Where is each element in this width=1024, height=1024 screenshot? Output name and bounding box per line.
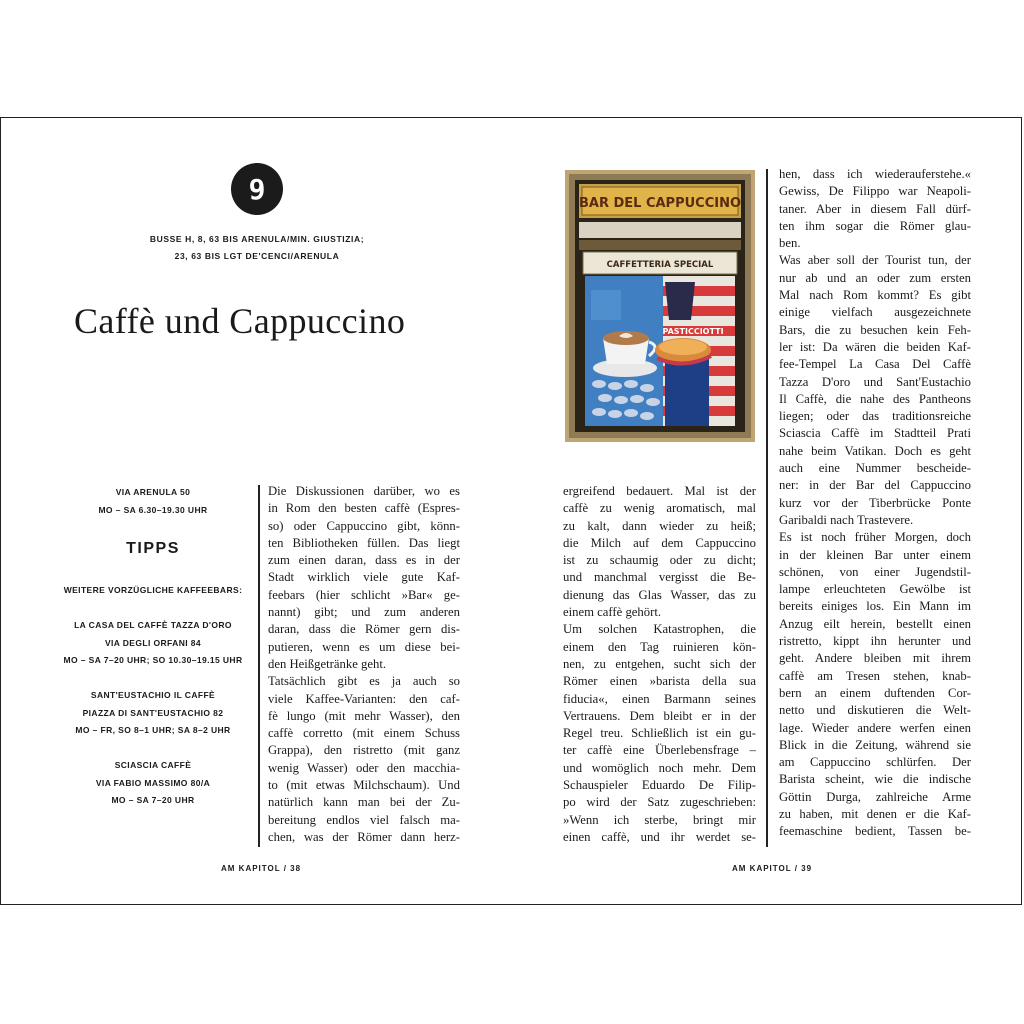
text-line: bern an einem duftenden Cor-: [779, 685, 971, 700]
text-line: und manchmal vergisst die Be-: [563, 570, 756, 585]
text-line: ristretto, kippt ihn herunter und: [779, 634, 971, 649]
text-line: netto und diskutieren die Welt-: [779, 703, 971, 718]
tip-address: VIA DEGLI ORFANI 84: [104, 637, 202, 648]
text-line: so) oder Cappuccino gibt, könn-: [268, 518, 460, 533]
text-line: nahe beim Vatikan. Doch es geht: [779, 443, 971, 458]
text-line: Il Caffè, die nahe des Pantheons: [779, 391, 971, 406]
text-line: lage. Wieder andere werfen einen: [779, 720, 971, 735]
text-line: Tatsächlich gibt es ja auch so: [268, 674, 460, 689]
text-line: ten Bibliotheken füllen. Das liegt: [268, 535, 460, 550]
text-line: schönen, von einer Jugendstil-: [779, 564, 971, 579]
text-line: einem den Tag ruinieren kön-: [563, 639, 756, 654]
sub-sign-text: CAFFETTERIA SPECIAL: [606, 260, 714, 270]
text-line: kurz vor der Tiberbrücke Ponte: [779, 495, 971, 510]
page-footer-right: AM KAPITOL / 39: [732, 864, 813, 873]
text-line: fè lungo (mit mehr Wasser), den: [268, 708, 460, 723]
text-line: caffè corretto (mit einem Schuss: [268, 726, 460, 741]
bus-line: BUSSE H, 8, 63 BIS ARENULA/MIN. GIUSTIZIA;: [149, 234, 365, 244]
text-line: ergreifend bedauert. Mal ist der: [563, 484, 756, 498]
tip-address: PIAZZA DI SANT'EUSTACHIO 82: [82, 707, 224, 718]
text-line: zum einen daran, dass es in der: [268, 553, 460, 568]
text-line: caffè am Tresen stehen, knab-: [779, 668, 971, 683]
text-line: den Heißgetränke geht.: [268, 656, 387, 671]
text-line: fee-Tempel La Casa Del Caffè: [779, 357, 971, 372]
text-line: Es ist noch früher Morgen, doch: [779, 530, 971, 545]
text-line: fiducia«, einen Barmann seines: [563, 691, 756, 706]
tip-hours: MO – FR, SO 8–1 UHR; SA 8–2 UHR: [75, 725, 231, 735]
text-column-1: [268, 483, 460, 846]
text-line: einem caffè gehört.: [563, 605, 662, 620]
text-line: Anzug eilt herein, bestellt einen: [779, 616, 971, 631]
text-line: bereitung endlos viel falsch ma-: [268, 812, 460, 827]
text-line: feemaschine bedient, Tassen be-: [779, 824, 971, 839]
text-line: daran, dass die Römer gern dis-: [268, 622, 460, 637]
text-line: zu haben, mit denen er die Kaf-: [779, 806, 971, 821]
text-line: Römer einen »barista della sua: [563, 674, 756, 689]
text-line: natürlich kann man bei der Zu-: [268, 795, 460, 810]
sign-text: BAR DEL CAPPUCCINO: [578, 196, 742, 211]
text-line: hen, dass ich wiederauferstehe.«: [779, 167, 971, 181]
text-line: Bars, die zu besuchen kein Feh-: [779, 322, 971, 337]
venue-address: VIA ARENULA 50: [115, 487, 191, 497]
text-line: to (mit etwas Milchschaum). Und: [268, 778, 460, 793]
column-rule: [766, 169, 768, 847]
text-line: putieren, wenn es um diese bei-: [268, 639, 460, 654]
text-line: ter caffè eine Überlebensfrage –: [563, 743, 756, 758]
tip-name: SANT'EUSTACHIO IL CAFFÈ: [90, 690, 216, 700]
text-line: viele Kaffee-Varianten: den caf-: [268, 691, 460, 706]
tips-intro: WEITERE VORZÜGLICHE KAFFEEBARS:: [63, 585, 243, 595]
text-line: Garibaldi nach Trastevere.: [779, 512, 914, 527]
text-line: Göttin Durga, zahlreiche Arme: [779, 789, 971, 804]
venue-hours: MO – SA 6.30–19.30 UHR: [98, 504, 208, 515]
chapter-number-badge: [231, 163, 283, 215]
tip-name: SCIASCIA CAFFÈ: [114, 760, 192, 770]
poster-text: PASTICCIOTTI: [662, 327, 724, 336]
text-line: Um solchen Katastrophen, die: [563, 622, 756, 637]
tip-name: LA CASA DEL CAFFÈ TAZZA D'ORO: [74, 620, 232, 630]
text-line: in der kleinen Bar unter einem: [779, 547, 971, 562]
tip-hours: MO – SA 7–20 UHR: [111, 795, 195, 805]
text-line: feebars (hier schlicht »Bar« ge-: [268, 587, 460, 602]
bar-storefront-photo: [565, 170, 755, 442]
text-line: caffè zu wenig aromatisch, mal: [563, 501, 756, 516]
text-line: nannt) gibt; und zum anderen: [268, 605, 460, 620]
text-line: Schauspieler Eduardo De Filip-: [563, 778, 756, 793]
text-line: ler ist: Da wären die beiden Kaf-: [779, 339, 971, 354]
bus-info: [110, 231, 404, 265]
text-line: Regel treu. Schließlich ist ein gu-: [563, 726, 756, 741]
text-line: die Milch auf dem Cappuccino: [563, 535, 756, 550]
text-line: nen, zu entgehen, sucht sich der: [563, 656, 756, 671]
text-line: liegen; oder das traditionsreiche: [779, 409, 971, 424]
text-line: bereits einiges los. Ein Mann im: [779, 599, 971, 614]
text-line: Blick in die Zeitung, während sie: [779, 737, 971, 752]
column-rule: [258, 485, 260, 847]
text-line: Sciascia Caffè im Stadtteil Prati: [779, 426, 971, 441]
text-line: auch eine Nummer bescheide-: [779, 461, 971, 476]
tip-address: VIA FABIO MASSIMO 80/A: [95, 777, 211, 788]
text-line: ner: in der Bar del Cappuccino: [779, 478, 971, 493]
text-line: Gewiss, De Filippo war Neapoli-: [779, 184, 971, 199]
text-line: Stadt wirklich viele gute Kaf-: [268, 570, 460, 585]
text-line: am Cappuccino schlürfen. Der: [779, 755, 971, 770]
text-line: »Wenn ich sterbe, bringt mir: [563, 812, 756, 827]
text-line: einen caffè, und ihr werdet se-: [563, 829, 756, 844]
text-column-2: [563, 483, 756, 846]
text-line: Vertrauens. Dem bleibt er in der: [563, 708, 756, 723]
text-line: Tazza D'oro und Sant'Eustachio: [779, 374, 971, 389]
text-line: taner. Aber in diesem Fall dürf-: [779, 201, 971, 216]
page-footer-left: AM KAPITOL / 38: [221, 864, 302, 873]
text-line: zu kalt, dann wieder zu heiß;: [563, 518, 756, 533]
text-line: lampe erleuchteten Gewölbe ist: [779, 582, 971, 597]
text-line: wenig Wasser) oder den macchia-: [268, 760, 460, 775]
text-line: nur ab und an oder zum ersten: [779, 270, 971, 285]
text-line: ist zu schaumig oder zu dicht;: [563, 553, 756, 568]
text-line: und womöglich noch mehr. Dem: [563, 760, 756, 775]
text-line: einige vielfach ausgezeichnete: [779, 305, 971, 320]
chapter-title: Caffè und Cappuccino: [74, 301, 406, 341]
text-line: Mal nach Rom kommt? Es gibt: [779, 288, 971, 303]
sidebar-info: [52, 484, 254, 810]
text-line: Grappa), den ristretto (mit ganz: [268, 743, 460, 758]
tip-hours: MO – SA 7–20 UHR; SO 10.30–19.15 UHR: [63, 655, 243, 665]
text-line: ten ihm sogar die Römer glau-: [779, 218, 971, 233]
text-line: geht. Andere bleiben mit ihrem: [779, 651, 971, 666]
text-line: dienung das Glas Wasser, das zu: [563, 587, 756, 602]
bus-line: 23, 63 BIS LGT DE'CENCI/ARENULA: [174, 251, 340, 261]
text-line: Was aber soll der Tourist tun, der: [779, 253, 971, 268]
text-line: Die Diskussionen darüber, wo es: [268, 484, 460, 498]
text-line: chen, was der Römer dann herz-: [268, 829, 460, 844]
text-line: ben.: [779, 236, 801, 251]
text-line: po wird der Satz zugeschrieben:: [563, 795, 756, 810]
text-line: Barista scheint, wie die indische: [779, 772, 971, 787]
chapter-number: 9: [248, 172, 266, 206]
text-line: in Rom den besten caffè (Espres-: [268, 501, 460, 516]
text-column-3: [779, 166, 971, 841]
tips-heading: TIPPS: [126, 540, 180, 557]
